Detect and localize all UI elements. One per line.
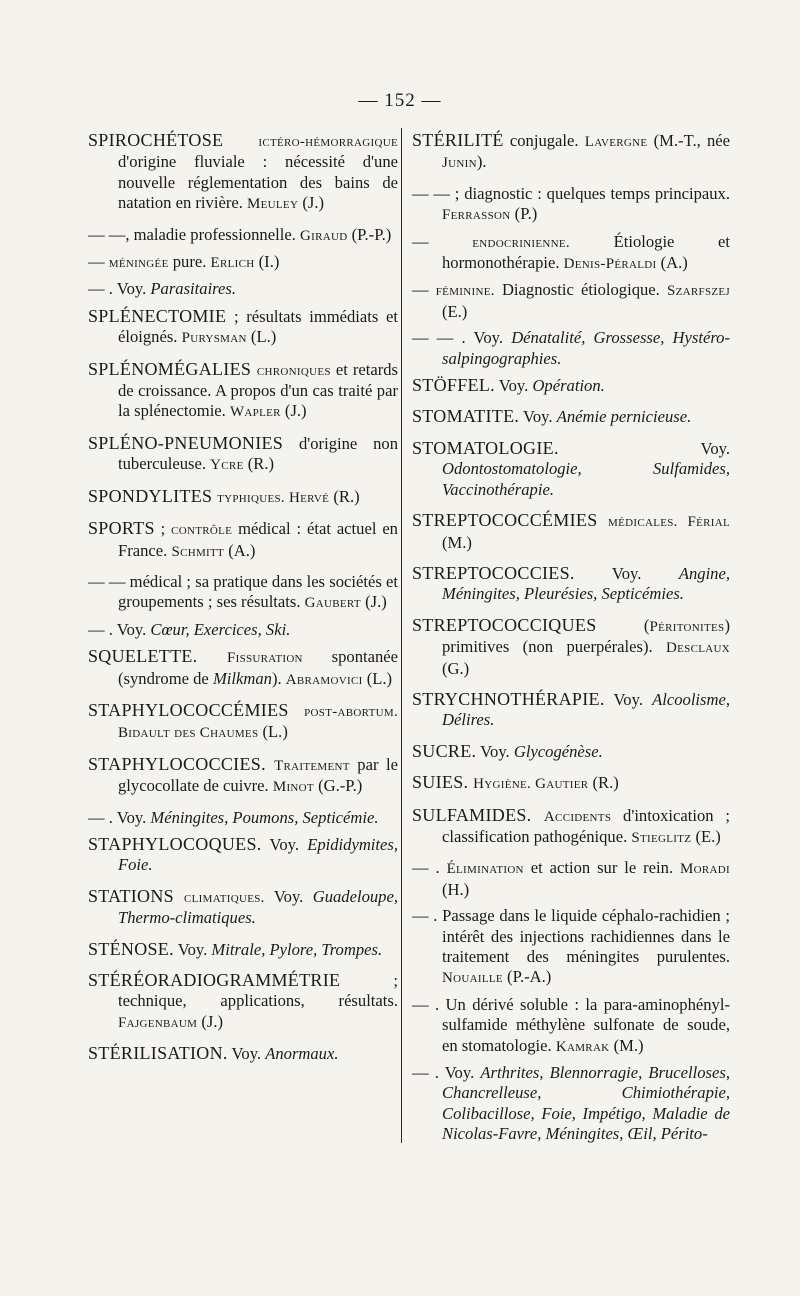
index-entry <box>412 563 730 605</box>
entry-text: — . Passage dans le liquide céphalo-rachidien ; intérêt des injections rachidiennes dans le traitement des méningites purulentes. <box>412 906 730 966</box>
small-caps-text: Purysman <box>181 330 247 347</box>
entry-text: d'origine fluviale : nécessité d'une nouvelle réglementation des bains de natation en rivière. <box>118 152 398 213</box>
italic-reference: Alcoolisme, Délires. <box>442 689 730 730</box>
italic-reference: Opération. <box>532 376 605 396</box>
entry-heading: STREPTOCOCCIQUES <box>412 614 597 635</box>
index-entry <box>88 700 398 744</box>
index-entry <box>88 306 398 349</box>
index-entry <box>88 886 398 929</box>
italic-reference: Dénatalité, Grossesse, Hystéro-salpingographies. <box>442 328 730 368</box>
entry-text: d'origine non tuberculeuse. <box>118 433 398 474</box>
small-caps-text: Schmitt <box>171 543 225 560</box>
entry-heading: SQUELETTE. <box>88 646 227 667</box>
entry-text: (G.-P.) <box>313 776 363 796</box>
small-caps-text: Meuley <box>247 196 299 213</box>
entry-text: (H.) <box>442 879 470 899</box>
entry-text: d'intoxication ; classification pathogénique. <box>442 805 730 846</box>
small-caps-text: Traitement <box>274 757 350 774</box>
small-caps-text: Giraud <box>299 227 348 244</box>
entry-text: Voy. <box>173 939 212 959</box>
entry-text: Voy. <box>558 438 730 458</box>
entry-text: Diagnostic étiologique. <box>494 280 667 300</box>
small-caps-text: ictéro-hémorragique <box>258 134 398 150</box>
index-entry <box>412 772 730 794</box>
small-caps-text: Moradi <box>680 861 730 878</box>
small-caps-text: typhiques. Hervé <box>217 489 330 506</box>
index-subentry <box>88 225 398 246</box>
index-entry <box>412 130 730 174</box>
entry-text: (I.) <box>254 252 280 272</box>
small-caps-text: Abramovici <box>285 671 363 688</box>
entry-text: — . Voy. <box>88 807 151 827</box>
italic-reference: Arthrites, Blennorragie, Brucelloses, Chancrelleuse, Chimiothérapie, Colibacillose, Foie, Impétigo, Maladie de Nicolas-Favre, Méningites, Œil, Périto- <box>442 1063 730 1144</box>
index-subentry <box>412 1063 730 1145</box>
entry-text: conjugale. <box>503 131 585 150</box>
small-caps-text: Denis-Péraldi <box>563 256 657 273</box>
entry-text: — —, maladie professionnelle. <box>88 224 300 244</box>
index-entry <box>412 805 730 849</box>
entry-heading: STÉNOSE. <box>88 938 174 959</box>
entry-text: pure. <box>168 252 211 272</box>
entry-text: ). <box>476 152 487 172</box>
entry-text: (L.) <box>246 327 277 347</box>
entry-text: (J.) <box>298 193 325 213</box>
entry-text: — — . Voy. <box>412 328 512 348</box>
index-subentry <box>88 572 398 614</box>
entry-text: Voy. <box>227 1044 266 1064</box>
index-entry <box>412 438 730 500</box>
small-caps-text: Kamrak <box>555 1038 610 1055</box>
entry-text: Voy. <box>494 376 533 396</box>
entry-text: (L.) <box>362 668 393 688</box>
italic-reference: Méningites, Poumons, Septicémie. <box>150 807 379 827</box>
entry-text: (J.) <box>197 1011 223 1031</box>
small-caps-text: endocrinienne. <box>472 234 570 251</box>
small-caps-text: méningée <box>108 255 169 272</box>
index-entry <box>412 615 730 679</box>
entry-text: — . Voy. <box>88 279 151 299</box>
entry-text: (A.) <box>656 253 688 273</box>
entry-text: (P.) <box>510 204 538 224</box>
italic-reference: Guadeloupe, Thermo-climatiques. <box>118 886 398 928</box>
entry-heading: STÉRILISATION. <box>88 1043 228 1064</box>
small-caps-text: Péritonites <box>649 618 725 635</box>
index-subentry <box>412 906 730 989</box>
entry-text: (P.-P.) <box>347 224 392 244</box>
entry-text: ( <box>596 615 650 635</box>
index-entry <box>412 406 730 427</box>
index-entry <box>412 741 730 762</box>
entry-text: Voy. <box>604 689 653 709</box>
entry-text: ; résultats immédiats et éloignés. <box>118 306 398 347</box>
index-entry <box>412 510 730 553</box>
entry-text: (M.) <box>609 1035 644 1055</box>
page-number: — 152 — <box>358 90 442 111</box>
entry-text: — — médical ; sa pratique dans les sociétés et groupements ; ses résultats. <box>88 571 398 612</box>
entry-text: (E.) <box>442 301 468 321</box>
italic-reference: Glycogénèse. <box>513 741 603 761</box>
small-caps-text: Ferrasson <box>442 207 511 224</box>
column-divider <box>401 128 402 1143</box>
entry-text: — <box>88 252 109 272</box>
small-caps-text: Fissuration <box>226 650 303 667</box>
entry-heading: STATIONS <box>88 885 185 906</box>
index-subentry <box>412 858 730 900</box>
small-caps-text: Fajgenbaum <box>118 1014 198 1031</box>
left-column <box>88 130 398 1075</box>
italic-reference: Cœur, Exercices, Ski. <box>150 619 291 639</box>
small-caps-text: Lavergne <box>584 134 648 150</box>
small-caps-text: Gaubert <box>304 595 361 612</box>
entry-text: Voy. <box>264 886 313 906</box>
entry-heading: STOMATOLOGIE. <box>412 437 559 458</box>
entry-text: (E.) <box>691 826 721 846</box>
entry-text: Voy. <box>261 834 308 854</box>
small-caps-text: Élimination <box>446 861 524 878</box>
entry-heading: SUIES. <box>412 772 474 793</box>
entry-text: — . Voy. <box>412 1063 481 1083</box>
entry-text: Voy. <box>574 563 679 583</box>
small-caps-text: Hygiène. Gautier <box>473 776 589 793</box>
entry-text: (R.) <box>329 486 360 506</box>
index-entry <box>88 646 398 690</box>
entry-text: Voy. <box>476 741 514 761</box>
index-subentry <box>88 279 398 299</box>
entry-text: ) primitives (non puerpérales). <box>442 615 730 657</box>
index-entry <box>88 433 398 476</box>
small-caps-text: Ycre <box>210 457 244 474</box>
entry-text: (J.) <box>280 401 307 421</box>
italic-reference: Angine, Méningites, Pleurésies, Septicémies. <box>442 563 730 604</box>
index-subentry <box>412 184 730 226</box>
entry-text: (R.) <box>588 773 619 793</box>
entry-heading: STÉRILITÉ <box>412 130 504 150</box>
small-caps-text: Stieglitz <box>631 829 692 846</box>
right-column <box>412 130 730 1151</box>
index-entry <box>88 1043 398 1064</box>
entry-heading: STAPHYLOCOCCIES. <box>88 753 275 774</box>
entry-text: — . Voy. <box>88 619 151 639</box>
entry-text: — <box>412 231 473 251</box>
entry-heading: SULFAMIDES. <box>412 804 544 825</box>
index-subentry <box>412 995 730 1057</box>
italic-reference: Odontostomatologie, Sulfamides, Vaccinothérapie. <box>442 459 730 499</box>
small-caps-text: Szarfszej <box>666 283 730 300</box>
small-caps-text: Minot <box>272 779 314 796</box>
entry-heading: STÖFFEL. <box>412 375 495 396</box>
entry-text: — . Un dérivé soluble : la para-aminophényl-sulfamide méthylène sulfonate de soude, en stomatologie. <box>412 994 730 1055</box>
small-caps-text: Junin <box>442 155 477 172</box>
entry-heading: STREPTOCOCCÉMIES <box>412 510 609 531</box>
small-caps-text: contrôle <box>171 522 233 539</box>
entry-text: (R.) <box>243 454 275 474</box>
entry-text: — <box>412 280 436 300</box>
entry-text: et action sur le rein. <box>523 858 681 878</box>
small-caps-text: Nouaille <box>442 970 503 987</box>
italic-reference: Parasitaires. <box>150 279 236 299</box>
index-entry <box>88 754 398 798</box>
italic-reference: Epididymites, Foie. <box>118 834 398 875</box>
index-entry <box>88 939 398 960</box>
entry-heading: STAPHYLOCOQUES. <box>88 833 262 854</box>
italic-reference: Anémie pernicieuse. <box>556 407 692 427</box>
index-entry <box>88 130 398 215</box>
entry-text: — . <box>412 858 447 878</box>
entry-text: ). <box>271 668 286 688</box>
entry-text: (G.) <box>442 658 470 678</box>
small-caps-text: médicales. Férial <box>608 514 730 531</box>
entry-text: (J.) <box>360 592 387 612</box>
index-subentry <box>88 808 398 828</box>
entry-text: ; <box>154 519 172 539</box>
entry-heading: SPORTS <box>88 518 155 539</box>
entry-heading: STÉRÉORADIOGRAMMÉTRIE <box>88 970 341 990</box>
entry-heading: SPLÉNECTOMIE <box>88 305 227 326</box>
index-subentry <box>412 232 730 275</box>
entry-heading: STREPTOCOCCIES. <box>412 562 575 583</box>
small-caps-text: Desclaux <box>666 640 730 657</box>
entry-heading: SPONDYLITES <box>88 485 218 506</box>
small-caps-text: Erlich <box>210 255 255 272</box>
small-caps-text: chroniques <box>256 362 331 379</box>
index-entry <box>88 486 398 508</box>
small-caps-text: post-abortum. Bidault des Chaumes <box>118 703 398 742</box>
entry-heading: SPLÉNOMÉGALIES <box>88 358 257 379</box>
entry-text: (L.) <box>258 722 288 742</box>
italic-reference: Milkman <box>212 668 272 688</box>
entry-text: et retards de croissance. A propos d'un cas traité par la splénectomie. <box>118 359 398 421</box>
entry-text: (A.) <box>224 540 256 560</box>
index-entry <box>412 689 730 731</box>
small-caps-text: Accidents <box>543 808 612 825</box>
entry-heading: SUCRE. <box>412 740 477 761</box>
index-entry <box>88 359 398 423</box>
entry-text: Étiologie et hormonothérapie. <box>442 231 730 273</box>
small-caps-text: climatiques. <box>184 889 265 906</box>
entry-text: (M.-T., née <box>647 131 731 150</box>
small-caps-text: féminine. <box>435 283 495 300</box>
index-subentry <box>412 328 730 369</box>
entry-heading: STRYCHNOTHÉRAPIE. <box>412 688 605 709</box>
entry-text: Voy. <box>519 407 557 427</box>
entry-heading: STOMATITE. <box>412 406 520 427</box>
small-caps-text: Wapler <box>229 404 281 421</box>
entry-text: spontanée (syndrome de <box>118 647 399 688</box>
entry-text: médical : état actuel en France. <box>118 519 398 560</box>
index-entry <box>88 970 398 1033</box>
italic-reference: Mitrale, Pylore, Trompes. <box>211 939 383 959</box>
entry-text: ; technique, applications, résultats. <box>118 971 398 1011</box>
entry-text: (P.-A.) <box>502 967 552 987</box>
index-entry <box>88 518 398 562</box>
entry-heading: SPIROCHÉTOSE <box>88 130 259 150</box>
entry-heading: STAPHYLOCOCCÉMIES <box>88 699 305 720</box>
index-subentry <box>88 252 398 273</box>
entry-text: par le glycocollate de cuivre. <box>118 754 398 796</box>
index-subentry <box>412 280 730 322</box>
index-entry <box>88 834 398 876</box>
entry-text: (M.) <box>442 532 472 552</box>
index-subentry <box>88 620 398 640</box>
entry-heading: SPLÉNO-PNEUMONIES <box>88 432 284 453</box>
index-entry <box>412 375 730 396</box>
entry-text: — — ; diagnostic : quelques temps principaux. <box>412 183 730 203</box>
italic-reference: Anormaux. <box>265 1044 339 1064</box>
